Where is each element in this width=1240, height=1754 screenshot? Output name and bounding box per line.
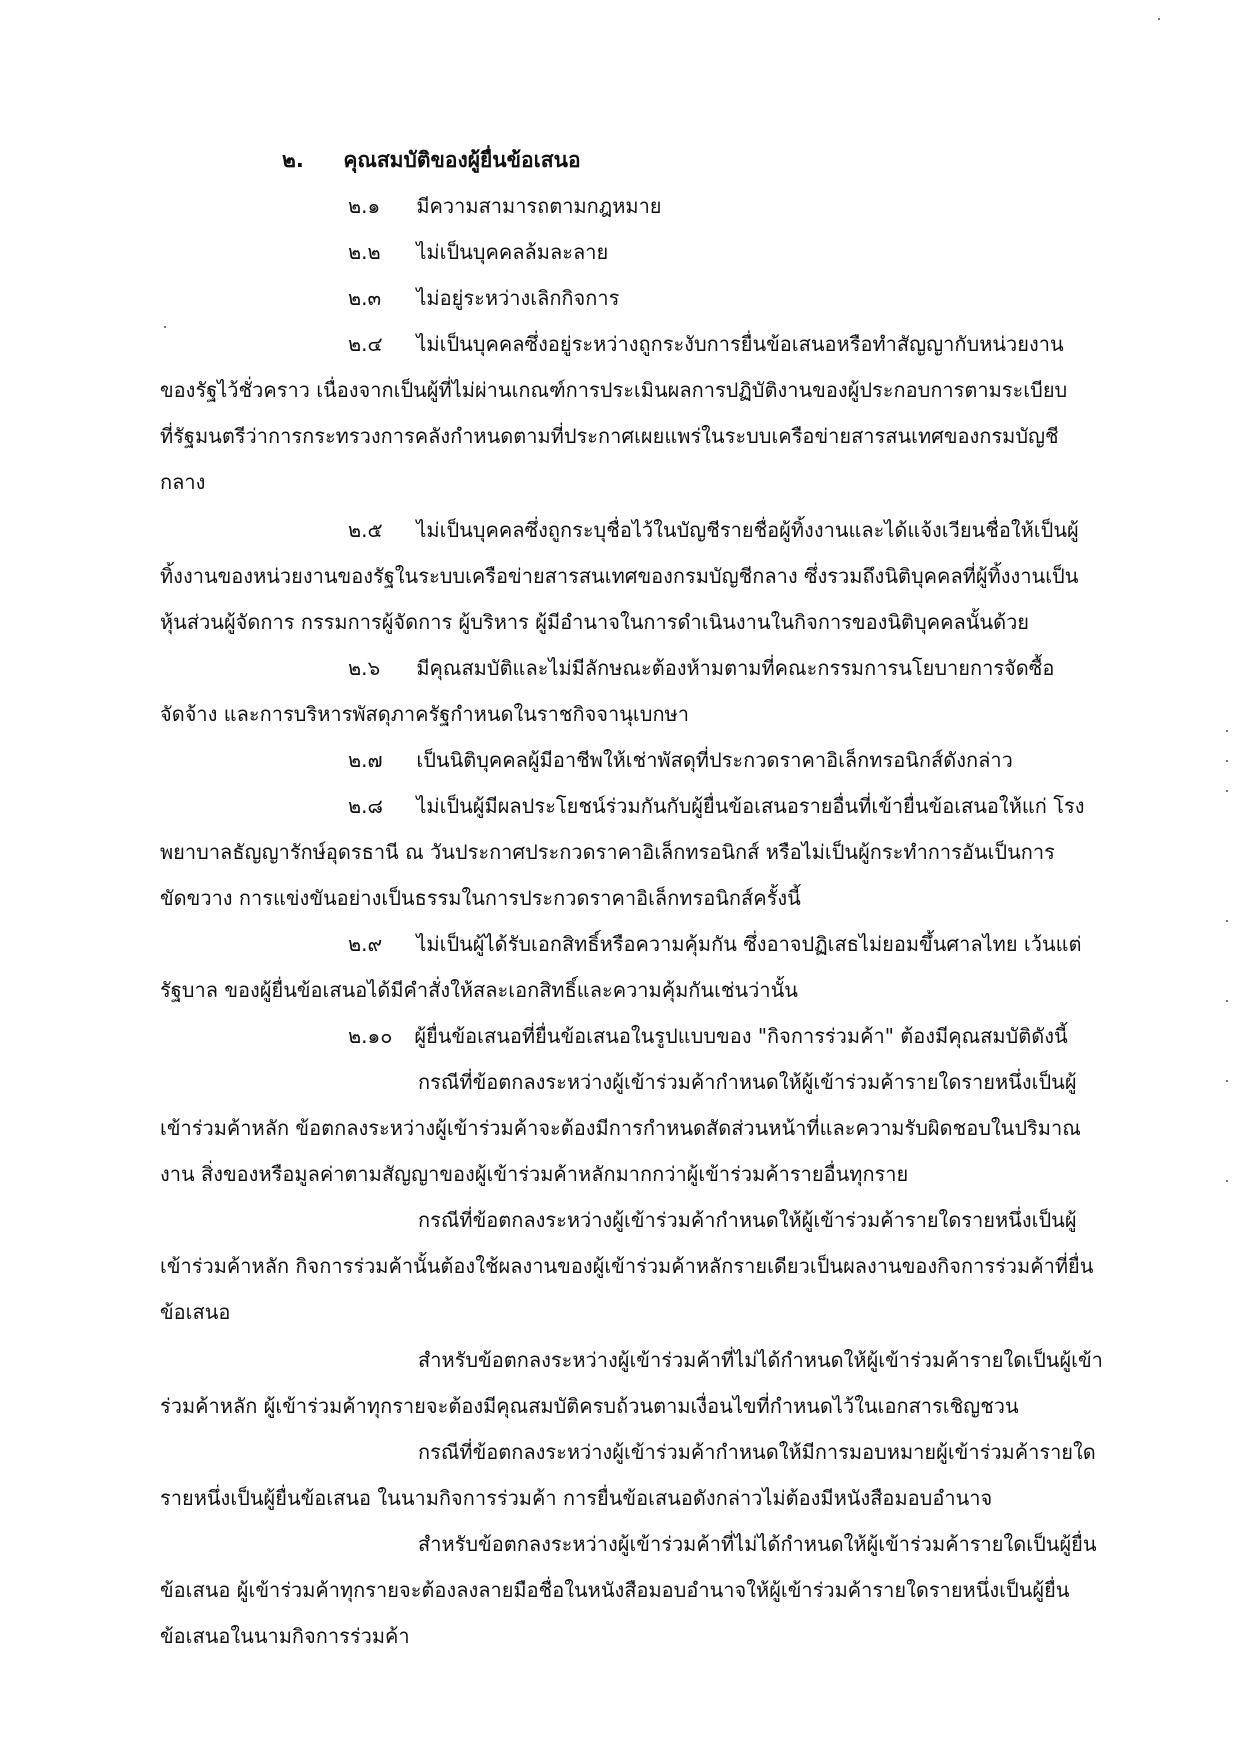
scan-speck [1226, 760, 1228, 762]
section-number: ๒. [282, 148, 304, 172]
jv-paragraph-4-line-2: รายหนึ่งเป็นผู้ยื่นข้อเสนอ ในนามกิจการร่วมค้า การยื่นข้อเสนอดังกล่าวไม่ต้องมีหนังสือมอบอำนาจ [160, 1486, 993, 1510]
item-text: มีความสามารถตามกฎหมาย [416, 194, 662, 218]
item-number: ๒.๑๐ [348, 1024, 393, 1048]
item-2-8-line-2: พยาบาลธัญญารักษ์อุดรธานี ณ วันประกาศประกวดราคาอิเล็กทรอนิกส์ หรือไม่เป็นผู้กระทำการอันเป็นการ [160, 840, 1055, 864]
item-2-5-line-2: ทิ้งงานของหน่วยงานของรัฐในระบบเครือข่ายสารสนเทศของกรมบัญชีกลาง ซึ่งรวมถึงนิติบุคคลที่ผู้ทิ้งงานเป็น [160, 564, 1079, 588]
item-text: ผู้ยื่นข้อเสนอที่ยื่นข้อเสนอในรูปแบบของ "กิจการร่วมค้า" ต้องมีคุณสมบัติดังนี้ [414, 1024, 1068, 1048]
item-number: ๒.๕ [348, 518, 383, 542]
jv-paragraph-5-line-3: ข้อเสนอในนามกิจการร่วมค้า [160, 1624, 410, 1648]
item-number: ๒.๖ [348, 656, 381, 680]
item-number: ๒.๔ [348, 332, 383, 356]
item-2-5-line-3: หุ้นส่วนผู้จัดการ กรรมการผู้จัดการ ผู้บริหาร ผู้มีอำนาจในการดำเนินงานในกิจการของนิติบุคคลนั้นด้วย [160, 610, 1030, 634]
item-2-9 [348, 930, 1082, 958]
jv-paragraph-2-line-1: กรณีที่ข้อตกลงระหว่างผู้เข้าร่วมค้ากำหนดให้ผู้เข้าร่วมค้ารายใดรายหนึ่งเป็นผู้ [418, 1208, 1077, 1232]
jv-paragraph-1-line-3: งาน สิ่งของหรือมูลค่าตามสัญญาของผู้เข้าร่วมค้าหลักมากกว่าผู้เข้าร่วมค้ารายอื่นทุกราย [160, 1162, 909, 1186]
item-2-5 [348, 516, 1079, 544]
item-2-8-line-3: ขัดขวาง การแข่งขันอย่างเป็นธรรมในการประกวดราคาอิเล็กทรอนิกส์ครั้งนี้ [160, 886, 801, 910]
item-text: ไม่อยู่ระหว่างเลิกกิจการ [416, 286, 620, 310]
item-text: ไม่เป็นบุคคลซึ่งถูกระบุชื่อไว้ในบัญชีรายชื่อผู้ทิ้งงานและได้แจ้งเวียนชื่อให้เป็นผู้ [416, 518, 1079, 542]
item-number: ๒.๗ [348, 748, 383, 772]
item-text: ไม่เป็นผู้มีผลประโยชน์ร่วมกันกับผู้ยื่นข้อเสนอรายอื่นที่เข้ายื่นข้อเสนอให้แก่ โรง [416, 794, 1085, 818]
jv-paragraph-1-line-2: เข้าร่วมค้าหลัก ข้อตกลงระหว่างผู้เข้าร่วมค้าจะต้องมีการกำหนดสัดส่วนหน้าที่และความรับผิดชอบในปริมาณ [160, 1116, 1081, 1140]
jv-paragraph-3-line-2: ร่วมค้าหลัก ผู้เข้าร่วมค้าทุกรายจะต้องมีคุณสมบัติครบถ้วนตามเงื่อนไขที่กำหนดไว้ในเอกสารเชิญชวน [160, 1394, 1019, 1418]
item-text: ไม่เป็นผู้ได้รับเอกสิทธิ์หรือความคุ้มกัน ซึ่งอาจปฏิเสธไม่ยอมขึ้นศาลไทย เว้นแต่ [416, 932, 1082, 956]
item-text: มีคุณสมบัติและไม่มีลักษณะต้องห้ามตามที่คณะกรรมการนโยบายการจัดซื้อ [416, 656, 1055, 680]
jv-paragraph-5-line-2: ข้อเสนอ ผู้เข้าร่วมค้าทุกรายจะต้องลงลายมือชื่อในหนังสือมอบอำนาจให้ผู้เข้าร่วมค้ารายใดรายหนึ่งเป็นผู้ยื่น [160, 1578, 1070, 1602]
jv-paragraph-2-line-2: เข้าร่วมค้าหลัก กิจการร่วมค้านั้นต้องใช้ผลงานของผู้เข้าร่วมค้าหลักรายเดียวเป็นผลงานของกิจการร่วมค้าที่ยื่น [160, 1254, 1094, 1278]
jv-paragraph-1-line-1: กรณีที่ข้อตกลงระหว่างผู้เข้าร่วมค้ากำหนดให้ผู้เข้าร่วมค้ารายใดรายหนึ่งเป็นผู้ [418, 1070, 1077, 1094]
item-number: ๒.๓ [348, 286, 382, 310]
jv-paragraph-2-line-3: ข้อเสนอ [160, 1300, 231, 1324]
item-2-2 [348, 238, 608, 266]
item-2-1 [348, 192, 662, 220]
item-number: ๒.๘ [348, 794, 383, 818]
item-2-4 [348, 330, 1064, 358]
item-number: ๒.๙ [348, 932, 383, 956]
item-2-10 [348, 1022, 1068, 1050]
scan-speck [1226, 1080, 1228, 1082]
item-2-4-line-2: ของรัฐไว้ชั่วคราว เนื่องจากเป็นผู้ที่ไม่ผ่านเกณฑ์การประเมินผลการปฏิบัติงานของผู้ประกอบการตามระเบียบ [160, 378, 1068, 402]
scan-speck [1226, 1180, 1228, 1182]
scan-speck [1226, 1000, 1228, 1002]
scan-speck [1226, 920, 1228, 922]
section-heading [282, 146, 581, 174]
item-2-9-line-2: รัฐบาล ของผู้ยื่นข้อเสนอได้มีคำสั่งให้สละเอกสิทธิ์และความคุ้มกันเช่นว่านั้น [160, 978, 798, 1002]
item-2-8 [348, 792, 1084, 820]
scan-speck [164, 326, 166, 328]
item-2-3 [348, 284, 619, 312]
item-2-7 [348, 746, 1013, 774]
item-number: ๒.๑ [348, 194, 381, 218]
scan-speck [1226, 730, 1228, 732]
item-2-4-line-4: กลาง [160, 470, 206, 494]
section-title: คุณสมบัติของผู้ยื่นข้อเสนอ [343, 148, 581, 172]
scan-speck [1226, 790, 1228, 792]
item-text: ไม่เป็นบุคคลซึ่งอยู่ระหว่างถูกระงับการยื่นข้อเสนอหรือทำสัญญากับหน่วยงาน [416, 332, 1064, 356]
item-2-4-line-3: ที่รัฐมนตรีว่าการกระทรวงการคลังกำหนดตามที่ประกาศเผยแพร่ในระบบเครือข่ายสารสนเทศของกรมบัญชี [160, 424, 1059, 448]
item-2-6-line-2: จัดจ้าง และการบริหารพัสดุภาครัฐกำหนดในราชกิจจานุเบกษา [160, 702, 689, 726]
item-text: เป็นนิติบุคคลผู้มีอาชีพให้เช่าพัสดุที่ประกวดราคาอิเล็กทรอนิกส์ดังกล่าว [416, 748, 1013, 772]
item-2-6 [348, 654, 1054, 682]
scan-speck [1158, 18, 1160, 20]
jv-paragraph-3-line-1: สำหรับข้อตกลงระหว่างผู้เข้าร่วมค้าที่ไม่ได้กำหนดให้ผู้เข้าร่วมค้ารายใดเป็นผู้เข้า [418, 1348, 1103, 1372]
item-number: ๒.๒ [348, 240, 381, 264]
jv-paragraph-5-line-1: สำหรับข้อตกลงระหว่างผู้เข้าร่วมค้าที่ไม่ได้กำหนดให้ผู้เข้าร่วมค้ารายใดเป็นผู้ยื่น [418, 1532, 1097, 1556]
item-text: ไม่เป็นบุคคลล้มละลาย [416, 240, 609, 264]
jv-paragraph-4-line-1: กรณีที่ข้อตกลงระหว่างผู้เข้าร่วมค้ากำหนดให้มีการมอบหมายผู้เข้าร่วมค้ารายใด [418, 1440, 1096, 1464]
